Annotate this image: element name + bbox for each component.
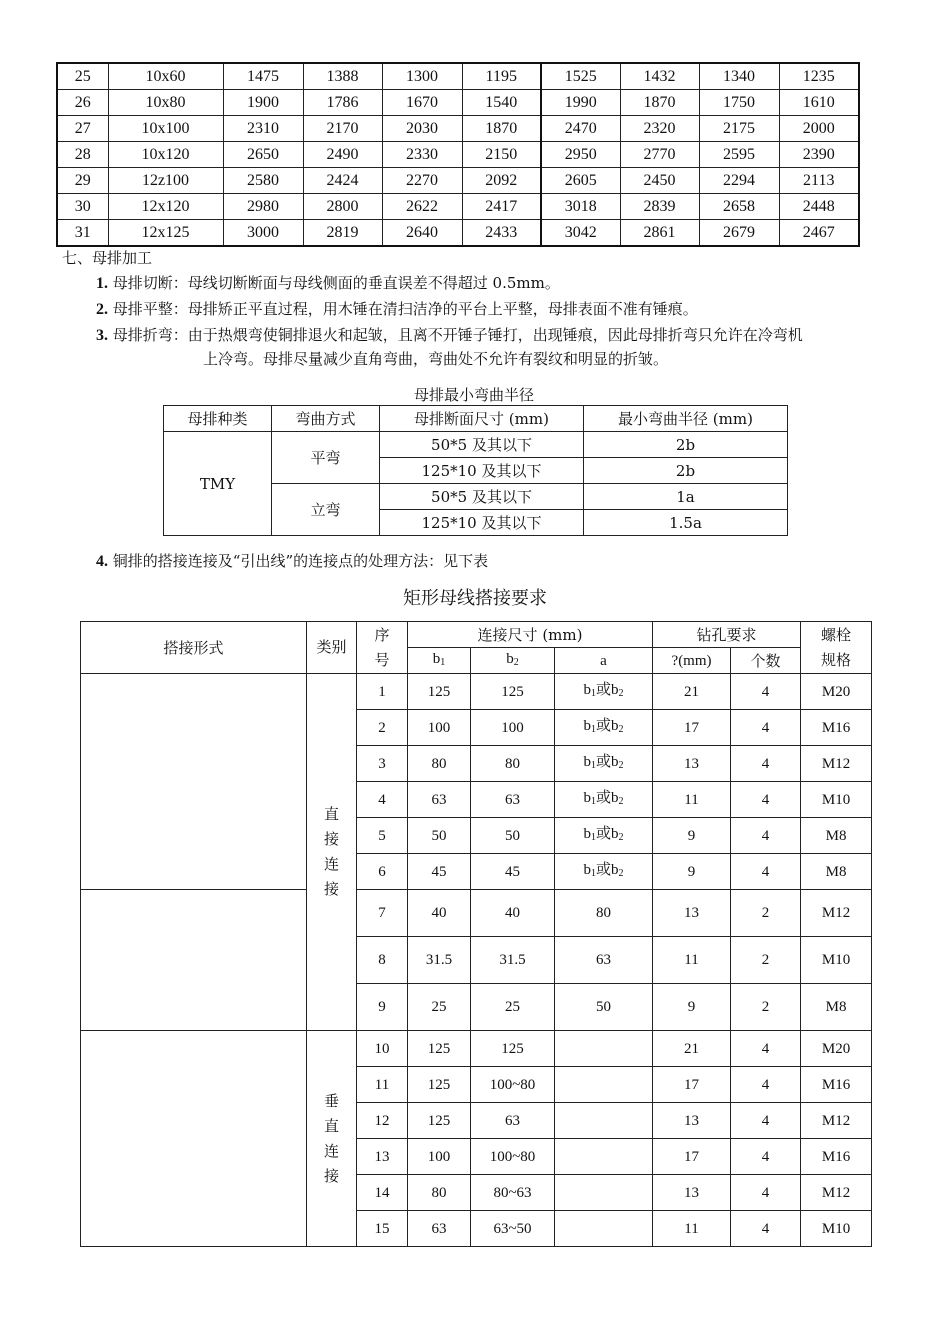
bolt-size-cell: M16 — [801, 710, 872, 746]
value-cell: 1750 — [699, 90, 779, 116]
hole-diameter-cell: 17 — [653, 710, 731, 746]
header-lap-form: 搭接形式 — [81, 622, 307, 674]
header-bolt-text: 螺栓规格 — [821, 625, 852, 669]
lap-joint-table — [80, 621, 872, 1247]
header-category — [307, 622, 357, 674]
b-subscript: 1 — [591, 723, 596, 735]
or-text: 或 — [596, 825, 612, 842]
item-number: 3. — [96, 327, 108, 344]
b2-value-cell: 125 — [471, 1031, 555, 1067]
or-text: 或 — [596, 681, 612, 698]
seq-cell: 5 — [357, 818, 408, 854]
a-value-cell — [555, 1031, 653, 1067]
seq-cell: 13 — [357, 1139, 408, 1175]
table-row — [81, 1031, 872, 1067]
hole-count-cell: 4 — [731, 1067, 801, 1103]
value-cell: 1670 — [382, 90, 462, 116]
hole-diameter-cell: 11 — [653, 782, 731, 818]
b1-value-cell: 25 — [408, 984, 471, 1031]
section-size-cell: 125*10 及其以下 — [380, 510, 584, 536]
value-cell: 2424 — [303, 168, 382, 194]
value-cell: 2270 — [382, 168, 462, 194]
row-number-cell: 29 — [57, 168, 108, 194]
item-text: 母排切断：母线切断断面与母线侧面的垂直误差不得超过 0.5mm。 — [112, 274, 560, 292]
hole-diameter-cell: 21 — [653, 674, 731, 710]
header-b1-text: b — [432, 650, 441, 667]
bolt-size-cell: M10 — [801, 782, 872, 818]
section-size-cell: 125*10 及其以下 — [380, 458, 584, 484]
a-value-cell — [555, 1211, 653, 1247]
min-radius-cell: 2b — [584, 432, 788, 458]
busbar-size-cell: 12z100 — [108, 168, 223, 194]
flat-bend-cell: 平弯 — [272, 432, 380, 484]
header-a: a — [555, 648, 653, 674]
value-cell: 2595 — [699, 142, 779, 168]
bolt-size-cell: M8 — [801, 818, 872, 854]
lap-form-illustration-cell — [81, 674, 307, 890]
b-subscript: 1 — [591, 687, 596, 699]
lap-joint-caption: 矩形母线搭接要求 — [403, 588, 547, 609]
item-bending — [96, 322, 803, 349]
b2-value-cell: 50 — [471, 818, 555, 854]
min-radius-cell: 2b — [584, 458, 788, 484]
b2-value-cell: 40 — [471, 890, 555, 937]
header-drill: 钻孔要求 — [653, 622, 801, 648]
value-cell: 2000 — [779, 116, 859, 142]
b2-value-cell: 25 — [471, 984, 555, 1031]
table-header-row — [164, 406, 788, 432]
header-b1-sub: 1 — [440, 656, 446, 668]
seq-cell: 11 — [357, 1067, 408, 1103]
value-cell: 2800 — [303, 194, 382, 220]
b-subscript: 1 — [591, 831, 596, 843]
b2-value-cell: 80~63 — [471, 1175, 555, 1211]
b-letter: b — [611, 753, 619, 770]
value-cell: 1900 — [223, 90, 303, 116]
hole-count-cell: 4 — [731, 1103, 801, 1139]
busbar-size-cell: 10x120 — [108, 142, 223, 168]
value-cell: 2320 — [620, 116, 699, 142]
seq-cell: 4 — [357, 782, 408, 818]
b2-value-cell: 31.5 — [471, 937, 555, 984]
b1-value-cell: 100 — [408, 710, 471, 746]
bolt-size-cell: M8 — [801, 984, 872, 1031]
value-cell: 2950 — [541, 142, 620, 168]
value-cell: 1300 — [382, 63, 462, 90]
b1-value-cell: 40 — [408, 890, 471, 937]
seq-cell: 1 — [357, 674, 408, 710]
table-header-row — [81, 622, 872, 648]
b2-value-cell: 63 — [471, 1103, 555, 1139]
b2-value-cell: 100~80 — [471, 1139, 555, 1175]
section-heading: 七、母排加工 — [62, 249, 153, 267]
value-cell: 2605 — [541, 168, 620, 194]
hole-count-cell: 4 — [731, 854, 801, 890]
b-subscript: 1 — [591, 795, 596, 807]
value-cell: 2658 — [699, 194, 779, 220]
hole-count-cell: 2 — [731, 984, 801, 1031]
bolt-size-cell: M16 — [801, 1139, 872, 1175]
header-conn-size: 连接尺寸 (mm) — [408, 622, 653, 648]
b-subscript: 2 — [618, 867, 624, 879]
bolt-size-cell: M12 — [801, 746, 872, 782]
value-cell: 2092 — [462, 168, 541, 194]
table-row — [57, 220, 859, 247]
hole-count-cell: 4 — [731, 1139, 801, 1175]
b-letter: b — [611, 789, 619, 806]
row-number-cell: 27 — [57, 116, 108, 142]
b1-value-cell: 80 — [408, 1175, 471, 1211]
a-value-cell — [555, 674, 653, 710]
header-b2 — [471, 648, 555, 674]
section-size-cell: 50*5 及其以下 — [380, 484, 584, 510]
row-number-cell: 28 — [57, 142, 108, 168]
b-subscript: 2 — [618, 759, 624, 771]
value-cell: 1610 — [779, 90, 859, 116]
b2-value-cell: 63 — [471, 782, 555, 818]
header-b2-text: b — [506, 650, 514, 667]
value-cell: 1340 — [699, 63, 779, 90]
b1-value-cell: 125 — [408, 674, 471, 710]
a-value-cell — [555, 782, 653, 818]
value-cell: 2980 — [223, 194, 303, 220]
seq-cell: 3 — [357, 746, 408, 782]
b-letter: b — [583, 861, 591, 878]
hole-count-cell: 4 — [731, 1211, 801, 1247]
header-bolt — [801, 622, 872, 674]
row-number-cell: 25 — [57, 63, 108, 90]
value-cell: 2417 — [462, 194, 541, 220]
a-value-cell — [555, 710, 653, 746]
table-row — [57, 116, 859, 142]
hole-count-cell: 4 — [731, 1031, 801, 1067]
b1-value-cell: 45 — [408, 854, 471, 890]
b2-value-cell: 125 — [471, 674, 555, 710]
b-letter: b — [583, 681, 591, 698]
bolt-size-cell: M20 — [801, 674, 872, 710]
row-number-cell: 30 — [57, 194, 108, 220]
value-cell: 3018 — [541, 194, 620, 220]
header-min-radius: 最小弯曲半径 (mm) — [584, 406, 788, 432]
b2-value-cell: 100~80 — [471, 1067, 555, 1103]
b1-value-cell: 31.5 — [408, 937, 471, 984]
value-cell: 2310 — [223, 116, 303, 142]
value-cell: 2861 — [620, 220, 699, 247]
a-value-cell: 80 — [555, 890, 653, 937]
value-cell: 1870 — [462, 116, 541, 142]
value-cell: 2580 — [223, 168, 303, 194]
hole-diameter-cell: 17 — [653, 1067, 731, 1103]
hole-diameter-cell: 17 — [653, 1139, 731, 1175]
seq-cell: 14 — [357, 1175, 408, 1211]
hole-diameter-cell: 9 — [653, 984, 731, 1031]
min-radius-cell: 1a — [584, 484, 788, 510]
value-cell: 2819 — [303, 220, 382, 247]
value-cell: 1388 — [303, 63, 382, 90]
bolt-size-cell: M12 — [801, 1103, 872, 1139]
hole-diameter-cell: 11 — [653, 1211, 731, 1247]
row-number-cell: 26 — [57, 90, 108, 116]
hole-count-cell: 2 — [731, 890, 801, 937]
b-subscript: 2 — [618, 795, 624, 807]
value-cell: 2030 — [382, 116, 462, 142]
b-letter: b — [611, 825, 619, 842]
busbar-size-cell: 10x100 — [108, 116, 223, 142]
b-letter: b — [611, 717, 619, 734]
item-flattening — [96, 296, 698, 323]
b2-value-cell: 100 — [471, 710, 555, 746]
busbar-size-cell: 12x125 — [108, 220, 223, 247]
b1-value-cell: 100 — [408, 1139, 471, 1175]
table-row — [57, 194, 859, 220]
hole-count-cell: 4 — [731, 818, 801, 854]
seq-cell: 6 — [357, 854, 408, 890]
header-section-size: 母排断面尺寸 (mm) — [380, 406, 584, 432]
bolt-size-cell: M12 — [801, 1175, 872, 1211]
a-value-cell — [555, 1067, 653, 1103]
hole-count-cell: 2 — [731, 937, 801, 984]
table-row — [57, 90, 859, 116]
lap-form-illustration-cell — [81, 890, 307, 1031]
busbar-type-cell: TMY — [164, 432, 272, 536]
seq-cell: 12 — [357, 1103, 408, 1139]
header-category-text: 类别 — [316, 638, 347, 656]
section-size-cell: 50*5 及其以下 — [380, 432, 584, 458]
hole-count-cell: 4 — [731, 710, 801, 746]
value-cell: 2640 — [382, 220, 462, 247]
header-diameter: ?(mm) — [653, 648, 731, 674]
item-number: 4. — [96, 553, 108, 570]
value-cell: 1540 — [462, 90, 541, 116]
lap-joint-table-body — [81, 622, 872, 1247]
value-cell: 1786 — [303, 90, 382, 116]
hole-diameter-cell: 9 — [653, 818, 731, 854]
hole-diameter-cell: 9 — [653, 854, 731, 890]
value-cell: 2294 — [699, 168, 779, 194]
value-cell: 2839 — [620, 194, 699, 220]
busbar-size-cell: 12x120 — [108, 194, 223, 220]
seq-cell: 10 — [357, 1031, 408, 1067]
value-cell: 2679 — [699, 220, 779, 247]
header-b1 — [408, 648, 471, 674]
b1-value-cell: 50 — [408, 818, 471, 854]
header-b2-sub: 2 — [513, 656, 519, 668]
bend-radius-caption: 母排最小弯曲半径 — [413, 386, 534, 404]
or-text: 或 — [596, 717, 612, 734]
or-text: 或 — [596, 861, 612, 878]
b-letter: b — [583, 717, 591, 734]
category-straight-cell — [307, 674, 357, 1031]
value-cell: 1235 — [779, 63, 859, 90]
header-seq-text: 序号 — [374, 625, 390, 669]
b1-value-cell: 125 — [408, 1067, 471, 1103]
value-cell: 2650 — [223, 142, 303, 168]
hole-diameter-cell: 13 — [653, 1103, 731, 1139]
b1-value-cell: 80 — [408, 746, 471, 782]
value-cell: 1870 — [620, 90, 699, 116]
hole-count-cell: 4 — [731, 746, 801, 782]
row-number-cell: 31 — [57, 220, 108, 247]
busbar-size-cell: 10x60 — [108, 63, 223, 90]
value-cell: 2450 — [620, 168, 699, 194]
a-value-cell — [555, 818, 653, 854]
value-cell: 2330 — [382, 142, 462, 168]
seq-cell: 15 — [357, 1211, 408, 1247]
bolt-size-cell: M16 — [801, 1067, 872, 1103]
seq-cell: 8 — [357, 937, 408, 984]
header-bend-method: 弯曲方式 — [272, 406, 380, 432]
bolt-size-cell: M20 — [801, 1031, 872, 1067]
b2-value-cell: 45 — [471, 854, 555, 890]
item-lap-joint — [96, 548, 488, 575]
bolt-size-cell: M10 — [801, 937, 872, 984]
b-letter: b — [611, 861, 619, 878]
seq-cell: 2 — [357, 710, 408, 746]
header-count: 个数 — [731, 648, 801, 674]
value-cell: 1475 — [223, 63, 303, 90]
value-cell: 2170 — [303, 116, 382, 142]
value-cell: 2448 — [779, 194, 859, 220]
category-label-text: 垂直连接 — [324, 1091, 340, 1185]
current-capacity-table — [56, 62, 860, 247]
value-cell: 1195 — [462, 63, 541, 90]
item-number: 1. — [96, 275, 108, 292]
hole-diameter-cell: 21 — [653, 1031, 731, 1067]
table-row — [57, 63, 859, 90]
a-value-cell — [555, 1175, 653, 1211]
value-cell: 3000 — [223, 220, 303, 247]
hole-diameter-cell: 13 — [653, 746, 731, 782]
or-text: 或 — [596, 753, 612, 770]
b-subscript: 2 — [618, 723, 624, 735]
item-bending-continued: 上冷弯。母排尽量减少直角弯曲，弯曲处不允许有裂纹和明显的折皱。 — [203, 350, 669, 368]
value-cell: 1990 — [541, 90, 620, 116]
a-value-cell — [555, 1139, 653, 1175]
value-cell: 2175 — [699, 116, 779, 142]
a-value-cell — [555, 746, 653, 782]
value-cell: 1432 — [620, 63, 699, 90]
table-row — [57, 142, 859, 168]
table-row — [81, 674, 872, 710]
value-cell: 2113 — [779, 168, 859, 194]
a-value-cell — [555, 1103, 653, 1139]
seq-cell: 9 — [357, 984, 408, 1031]
value-cell: 2622 — [382, 194, 462, 220]
b2-value-cell: 80 — [471, 746, 555, 782]
b1-value-cell: 125 — [408, 1103, 471, 1139]
item-number: 2. — [96, 301, 108, 318]
value-cell: 2433 — [462, 220, 541, 247]
value-cell: 2770 — [620, 142, 699, 168]
hole-diameter-cell: 13 — [653, 890, 731, 937]
item-text: 母排折弯：由于热煨弯使铜排退火和起皱，且离不开锤子锤打，出现锤痕，因此母排折弯只允许在冷弯机 — [112, 326, 803, 344]
header-busbar-type: 母排种类 — [164, 406, 272, 432]
bolt-size-cell: M12 — [801, 890, 872, 937]
a-value-cell — [555, 854, 653, 890]
seq-cell: 7 — [357, 890, 408, 937]
b-subscript: 2 — [618, 687, 624, 699]
hole-diameter-cell: 11 — [653, 937, 731, 984]
current-capacity-table-body — [57, 63, 859, 246]
table-row — [164, 432, 788, 458]
lap-form-illustration-cell — [81, 1031, 307, 1247]
b1-value-cell: 63 — [408, 1211, 471, 1247]
category-label-text: 直接连接 — [324, 805, 340, 898]
table-row — [57, 168, 859, 194]
hole-count-cell: 4 — [731, 1175, 801, 1211]
b-letter: b — [583, 825, 591, 842]
item-text: 母排平整：母排矫正平直过程，用木锤在清扫洁净的平台上平整，母排表面不准有锤痕。 — [112, 300, 698, 318]
b-letter: b — [583, 753, 591, 770]
value-cell: 2467 — [779, 220, 859, 247]
value-cell: 1525 — [541, 63, 620, 90]
bend-radius-table — [163, 405, 788, 536]
item-cutting — [96, 270, 560, 297]
vertical-bend-cell: 立弯 — [272, 484, 380, 536]
a-value-cell: 50 — [555, 984, 653, 1031]
b-letter: b — [611, 681, 619, 698]
b-letter: b — [583, 789, 591, 806]
hole-diameter-cell: 13 — [653, 1175, 731, 1211]
category-vertical-cell — [307, 1031, 357, 1247]
b2-value-cell: 63~50 — [471, 1211, 555, 1247]
value-cell: 2390 — [779, 142, 859, 168]
value-cell: 2470 — [541, 116, 620, 142]
hole-count-cell: 4 — [731, 674, 801, 710]
or-text: 或 — [596, 789, 612, 806]
a-value-cell: 63 — [555, 937, 653, 984]
b1-value-cell: 63 — [408, 782, 471, 818]
bolt-size-cell: M10 — [801, 1211, 872, 1247]
header-seq — [357, 622, 408, 674]
value-cell: 2490 — [303, 142, 382, 168]
value-cell: 2150 — [462, 142, 541, 168]
b-subscript: 2 — [618, 831, 624, 843]
value-cell: 3042 — [541, 220, 620, 247]
hole-count-cell: 4 — [731, 782, 801, 818]
bolt-size-cell: M8 — [801, 854, 872, 890]
b1-value-cell: 125 — [408, 1031, 471, 1067]
busbar-size-cell: 10x80 — [108, 90, 223, 116]
b-subscript: 1 — [591, 867, 596, 879]
item-text: 铜排的搭接连接及“引出线”的连接点的处理方法：见下表 — [112, 552, 489, 570]
table-row — [81, 890, 872, 937]
min-radius-cell: 1.5a — [584, 510, 788, 536]
b-subscript: 1 — [591, 759, 596, 771]
